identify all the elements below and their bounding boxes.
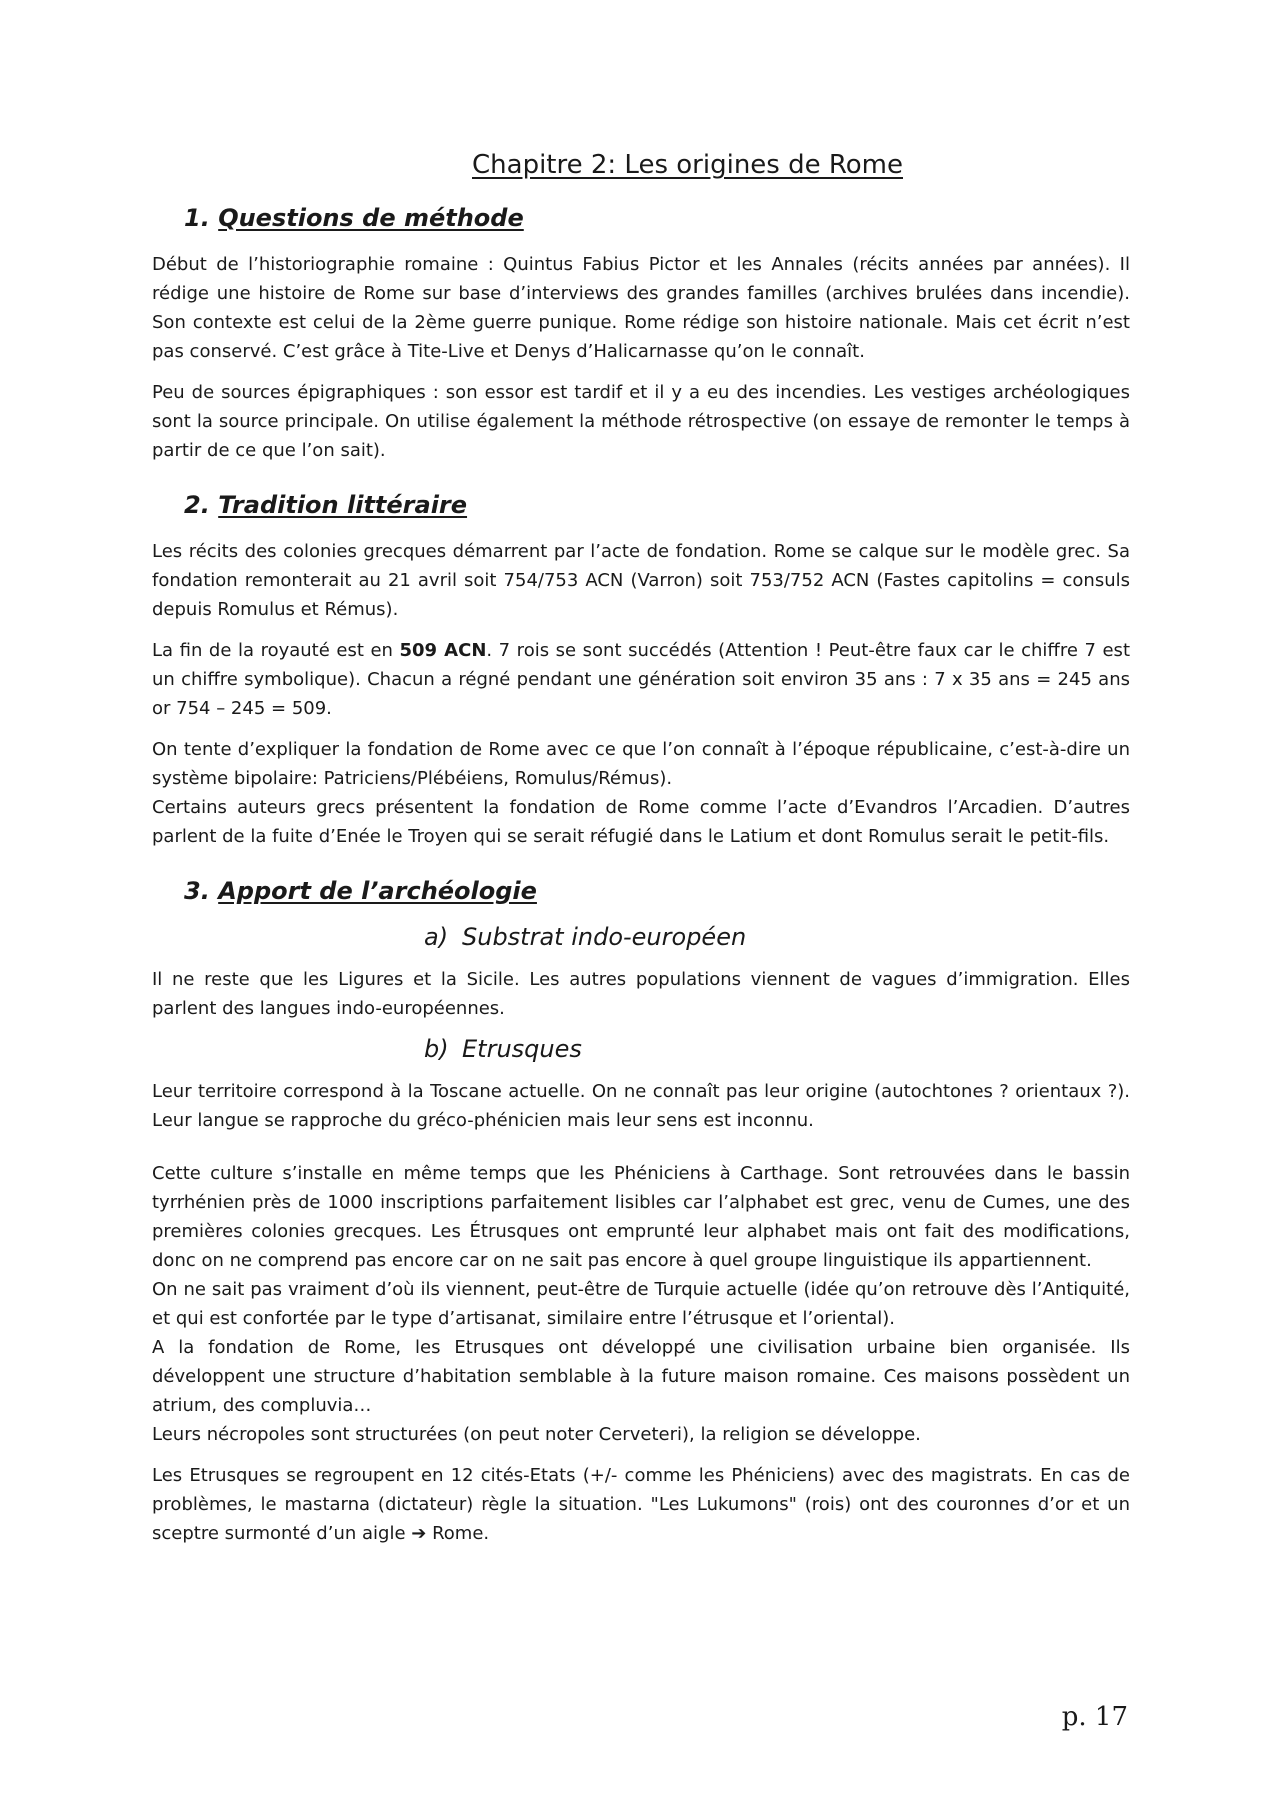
- section-heading-2: [184, 491, 1130, 519]
- section-number: 3.: [184, 877, 210, 905]
- paragraph: Cette culture s’installe en même temps que les Phéniciens à Carthage. Sont retrouvées dans le bassin tyrrhénien près de 1000 inscriptions parfaitement lisibles car l’alphabet est grec, venu de Cumes, une des premières colonies grecques. Les Étrusques ont emprunté leur alphabet mais ont fait des modifications, donc on ne comprend pas encore car on ne sait pas encore à quel groupe linguistique ils appartiennent.: [152, 1163, 1130, 1271]
- page-number: p. 17: [1061, 1702, 1128, 1732]
- text-run: La fin de la royauté est en: [152, 640, 400, 661]
- paragraph: Peu de sources épigraphiques : son essor est tardif et il y a eu des incendies. Les vestiges archéologiques sont la source principale. On utilise également la méthode rétrospective (on essaye de remonter le temps à partir de ce que l’on sait).: [152, 382, 1130, 461]
- page-content: [152, 150, 1130, 1560]
- paragraph: On tente d’expliquer la fondation de Rome avec ce que l’on connaît à l’époque républicaine, c’est-à-dire un système bipolaire: Patriciens/Plébéiens, Romulus/Rémus).: [152, 739, 1130, 789]
- paragraph: Certains auteurs grecs présentent la fondation de Rome comme l’acte d’Evandros l’Arcadien. D’autres parlent de la fuite d’Enée le Troyen qui se serait réfugié dans le Latium et dont Romulus serait le petit-fils.: [152, 797, 1130, 847]
- paragraph: Il ne reste que les Ligures et la Sicile. Les autres populations viennent de vagues d’immigration. Elles parlent des langues indo-européennes.: [152, 969, 1130, 1019]
- paragraph: Les récits des colonies grecques démarrent par l’acte de fondation. Rome se calque sur le modèle grec. Sa fondation remonterait au 21 avril soit 754/753 ACN (Varron) soit 753/752 ACN (Fastes capitolins = consuls depuis Romulus et Rémus).: [152, 541, 1130, 620]
- paragraph: [152, 1461, 1130, 1548]
- section-title: Tradition littéraire: [218, 491, 468, 519]
- paragraph: A la fondation de Rome, les Etrusques ont développé une civilisation urbaine bien organisée. Ils développent une structure d’habitation semblable à la future maison romaine. Ces maisons possèdent un atrium, des compluvia…: [152, 1337, 1130, 1416]
- text-run: Les Etrusques se regroupent en 12 cités-Etats (+/- comme les Phéniciens) avec des magistrats. En cas de problèmes, le mastarna (dictateur) règle la situation. "Les Lukumons" (rois) ont des couronnes d’or et un sceptre surmonté d’un aigle: [152, 1465, 1130, 1544]
- chapter-title: Chapitre 2: Les origines de Rome: [472, 150, 903, 180]
- subsection-heading-a: [424, 923, 1130, 951]
- paragraph: Début de l’historiographie romaine : Quintus Fabius Pictor et les Annales (récits années par années). Il rédige une histoire de Rome sur base d’interviews des grandes familles (archives brulées dans incendie). Son contexte est celui de la 2ème guerre punique. Rome rédige son histoire nationale. Mais cet écrit n’est pas conservé. C’est grâce à Tite-Live et Denys d’Halicarnasse qu’on le connaît.: [152, 254, 1130, 362]
- section-heading-3: [184, 877, 1130, 905]
- paragraph: Leur territoire correspond à la Toscane actuelle. On ne connaît pas leur origine (autochtones ? orientaux ?). Leur langue se rapproche du gréco-phénicien mais leur sens est inconnu.: [152, 1081, 1130, 1131]
- text-run: . 7 rois se sont succédés (Attention ! Peut-être faux car le chiffre 7 est un chiffre symbolique). Chacun a régné pendant une génération soit environ 35 ans : 7 x 35 ans = 245 ans or 754 – 245 = 509.: [152, 640, 1130, 719]
- section-number: 2.: [184, 491, 210, 519]
- right-arrow-icon: ➔: [411, 1523, 427, 1544]
- subsection-letter: b): [424, 1035, 449, 1063]
- section-title: Apport de l’archéologie: [218, 877, 537, 905]
- subsection-title: Substrat indo-européen: [462, 923, 747, 951]
- section-heading-1: [184, 204, 1130, 232]
- section-number: 1.: [184, 204, 210, 232]
- text-run: Rome.: [426, 1523, 490, 1544]
- subsection-title: Etrusques: [462, 1035, 582, 1063]
- paragraph: On ne sait pas vraiment d’où ils viennent, peut-être de Turquie actuelle (idée qu’on retrouve dès l’Antiquité, et qui est confortée par le type d’artisanat, similaire entre l’étrusque et l’oriental).: [152, 1279, 1130, 1329]
- subsection-letter: a): [424, 923, 449, 951]
- paragraph: Leurs nécropoles sont structurées (on peut noter Cerveteri), la religion se développe.: [152, 1424, 921, 1445]
- subsection-heading-b: [424, 1035, 1130, 1063]
- date-emphasis: 509 ACN: [399, 640, 487, 661]
- paragraph: [152, 636, 1130, 723]
- section-title: Questions de méthode: [218, 204, 524, 232]
